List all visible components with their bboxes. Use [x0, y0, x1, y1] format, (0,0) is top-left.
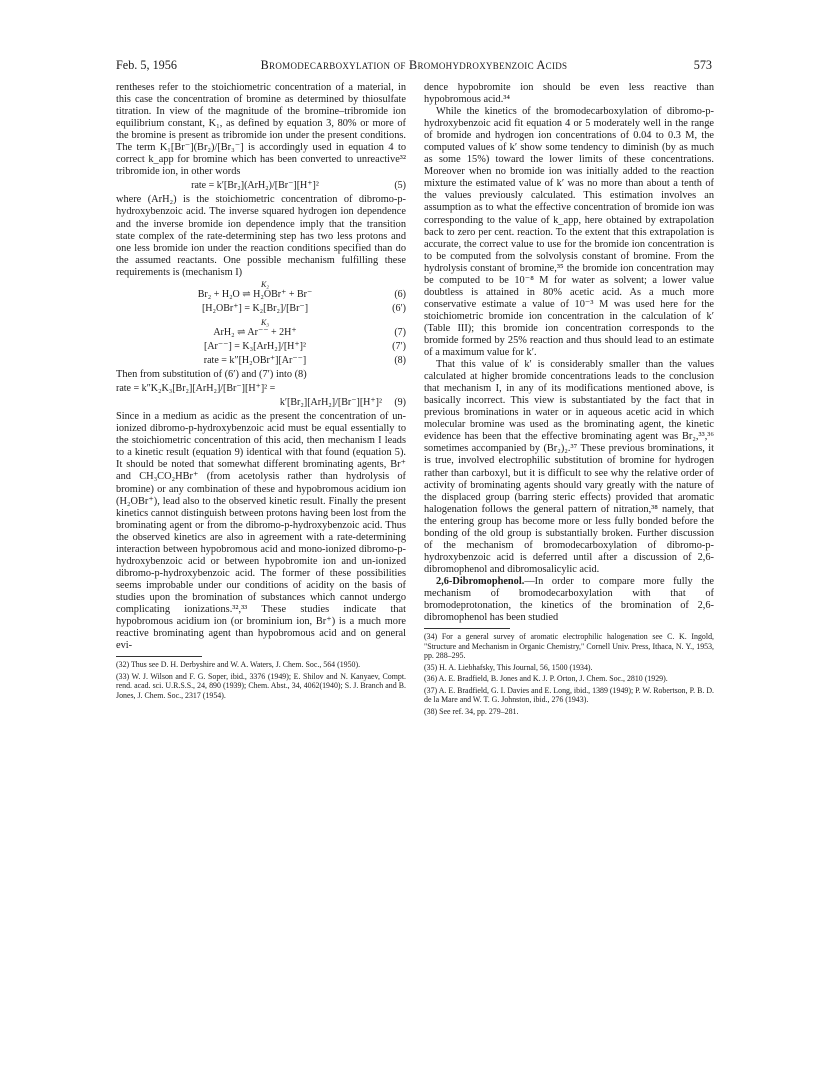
footnote-36: (36) A. E. Bradfield, B. Jones and K. J. P. Orton, J. Chem. Soc., 2810 (1929).	[424, 674, 668, 684]
equation-body: rate = k′[Br₂](ArH₂)/[Br⁻][H⁺]²	[191, 180, 319, 192]
paragraph: Then from substitution of (6′) and (7′) into (8)	[116, 369, 307, 381]
footnote-37: (37) A. E. Bradfield, G. I. Davies and E. Long, ibid., 1389 (1949); P. W. Robertson, P. B. D. de la Mare and W. T. G. Johnston, ibid., 276 (1943).	[424, 685, 714, 705]
equation-body: [Ar⁻⁻] = K₃[ArH₂]/[H⁺]²	[204, 340, 306, 352]
equation-5	[116, 180, 406, 192]
equation-number: (6)	[394, 288, 406, 300]
page-number: 573	[693, 58, 712, 72]
equation-8	[116, 355, 406, 367]
footnote-34: (34) For a general survey of aromatic electrophilic halogenation see C. K. Ingold, "Structure and Mechanism in Organic Chemistry," Cornell Univ. Press, Ithaca, N. Y., 1953, pp. 288–295.	[424, 632, 714, 661]
equation-number: (6′)	[392, 302, 406, 314]
paragraph: where (ArH₂) is the stoichiometric concentration of dibromo-p-hydroxybenzoic acid. The inverse squared hydrogen ion dependence and the inverse bromide ion dependence imply that the transition state complex of the rate-determining step has two less protons and one less bromide ion under the reaction conditions specified than do the assumed reactants. One possible mechanism fulfilling these requirements is (mechanism I)	[116, 194, 406, 278]
paragraph-text: —In order to compare more fully the mechanism of bromodecarboxylation with that of bromodeprotonation, the kinetics of the bromination of 2,6-dibromophenol has been studied	[424, 575, 714, 624]
paragraph: Since in a medium as acidic as the present the concentration of un-ionized dibromo-p-hydroxybenzoic acid must be equal essentially to the stoichiometric concentration of this acid, then mechanism I leads to a kinetic result (equation 9) identical with that found (equation 5). It should be noted that somewhat different brominating agents, Br⁺ and CH₃CO₂HBr⁺ (from acetolysis rather than hydrolysis of bromine) or any combination of these and hypobromous acidium ion (H₂OBr⁺), lead also to the observed kinetic result. Finally the present kinetics cannot distinguish between protons having been lost from the brominating agent or from the dibromo-p-hydroxybenzoic acid. Thus the observed kinetics are also in agreement with a rate-determining interaction between hypobromous acid and mono-ionized dibromo-p-hydroxybenzoic acid or between hypobromite ion and un-ionized dibromo-p-hydroxybenzoic acid. The former of these possibilities seems improbable under our conditions of acidity on the basis of studies upon the bromination of substances which cannot undergo complicating ionizations.³²,³³ These studies indicate that hypobromous acidium ion (or brominium ion, Br⁺) is a much more reactive brominating agent than hypobromous acid and on general evi-	[116, 411, 406, 652]
equation-number: (7)	[394, 326, 406, 338]
footnote-35: (35) H. A. Liebhafsky, This Journal, 56, 1500 (1934).	[424, 662, 593, 672]
paragraph: rentheses refer to the stoichiometric concentration of a material, in this case the concentration of bromine as determined by thiosulfate titration. In view of the magnitude of the bromine–tribromide ion equilibrium constant, K₁, as defined by equation 3, 80% or more of the bromine is present as tribromide ion under the present conditions. The term K₁[Br⁻](Br₂)/[Br₃⁻] is accordingly used in equation 4 to correct k_app for bromine which has been converted to unreactive³² tribromide ion, in other words	[116, 82, 406, 178]
equation-number: (9)	[394, 397, 406, 409]
equation-body: k′[Br₂][ArH₂]/[Br⁻][H⁺]²	[279, 397, 382, 409]
equation-body: Br₂ + H₂O ⇌ H₂OBr⁺ + Br⁻	[197, 288, 313, 300]
footnote-rule	[116, 656, 202, 657]
equation-7-prime	[116, 341, 406, 353]
footnote-rule	[424, 628, 510, 629]
section-paragraph	[424, 576, 714, 624]
equation-body: [H₂OBr⁺] = K₂[Br₂]/[Br⁻]	[201, 302, 309, 314]
equation-body: rate = k″[H₂OBr⁺][Ar⁻⁻]	[203, 355, 307, 367]
paragraph: dence hypobromite ion should be even less reactive than hypobromous acid.³⁴	[424, 82, 714, 106]
equation-6	[116, 289, 406, 301]
right-column	[424, 82, 714, 716]
equation-number: (5)	[394, 180, 406, 192]
equation-body: ArH₂ ⇌ Ar⁻⁻ + 2H⁺	[213, 326, 297, 338]
paragraph: That this value of k′ is considerably smaller than the values calculated at higher bromide concentrations leads to the conclusion that mechanism I, in any of its modifications mentioned above, is basically incorrect. This view is substantiated by the fact that in previous brominations in water or in aqueous acetic acid in which molecular bromine was used as the brominating agent, the kinetic evidence has been that the effective brominating agent was Br₂,³³,³⁶ sometimes accompanied by (Br₂)₂.³⁷ These previous brominations, it is true, involved electrophilic substitution of bromine for hydrogen rather than carboxyl, but it is difficult to see why the relative order of activity of brominating agents should vary greatly with the nature of the displaced group (barring steric effects) provided that aromatic halogenation follows the general pattern of nitration,³⁸ namely, that the entering group has become more or less fully bonded before the bonding of the old group is substantially broken. Further discussion of the mechanism of bromodecarboxylation of dibromo-p-hydroxybenzoic acid is deferred until after a discussion of 2,6-dibromophenol and dibromosalicylic acid.	[424, 359, 714, 575]
equilibrium-constant-label: K₃	[260, 317, 270, 327]
footnote-33: (33) W. J. Wilson and F. G. Soper, ibid., 3376 (1949); E. Shilov and N. Kanyaev, Compt. rend. acad. sci. U.R.S.S., 24, 890 (1939); Chem. Abst., 34, 4062(1940); S. J. Branch and B. Jones, J. Chem. Soc., 2317 (1954).	[116, 671, 406, 700]
running-header	[116, 58, 712, 74]
left-column	[116, 82, 406, 700]
equation-6-prime	[116, 303, 406, 315]
equation-7	[116, 327, 406, 339]
paragraph: While the kinetics of the bromodecarboxylation of dibromo-p-hydroxybenzoic acid fit equation 4 or 5 moderately well in the range of bromide and hydrogen ion concentrations of 0.04 to 0.3 M, the computed values of k′ show some tendency to diminish (by as much as some 15%) toward the lower limits of these concentrations. Moreover when no bromide ion was initially added to the reaction mixture the estimated value of k′ was no more than about a tenth of the values previously calculated. This estimation involves an assumption as to what the effective concentration of bromide ion was corresponding to the value of k_app, here obtained by extrapolation back to zero per cent. reaction. To the extent that this extrapolation is accurate, the correct value to use for the bromide ion concentration is to be computed from the solvolysis constant of bromine. From the hydrolysis constant of bromine,³⁵ the bromide ion concentration may be computed to be 10⁻⁸ M for water as solvent; a lower value doubtless is attained in 80% acetic acid. As a much more conservative estimate a value of 10⁻³ M was used here for the stoichiometric bromide ion concentration in the calculation of k′ (Table III); this bromide ion concentration corresponds to the bromide formed by 25% reaction and thus should lead to an estimate of a maximum value for k′.	[424, 106, 714, 359]
equation-number: (7′)	[392, 340, 406, 352]
header-date: Feb. 5, 1956	[116, 58, 177, 72]
footnote-38: (38) See ref. 34, pp. 279–281.	[424, 706, 519, 716]
equilibrium-constant-label: K₂	[260, 279, 270, 289]
equation-9	[116, 397, 406, 409]
section-heading: 2,6-Dibromophenol.	[436, 575, 525, 587]
equation-9-line-1: rate = k″K₂K₃[Br₂][ArH₂]/[Br⁻][H⁺]² =	[116, 383, 276, 395]
footnote-32: (32) Thus see D. H. Derbyshire and W. A. Waters, J. Chem. Soc., 564 (1950).	[116, 660, 361, 670]
header-title: Bromodecarboxylation of Bromohydroxybenzoic Acids	[260, 58, 568, 72]
equation-number: (8)	[394, 355, 406, 367]
